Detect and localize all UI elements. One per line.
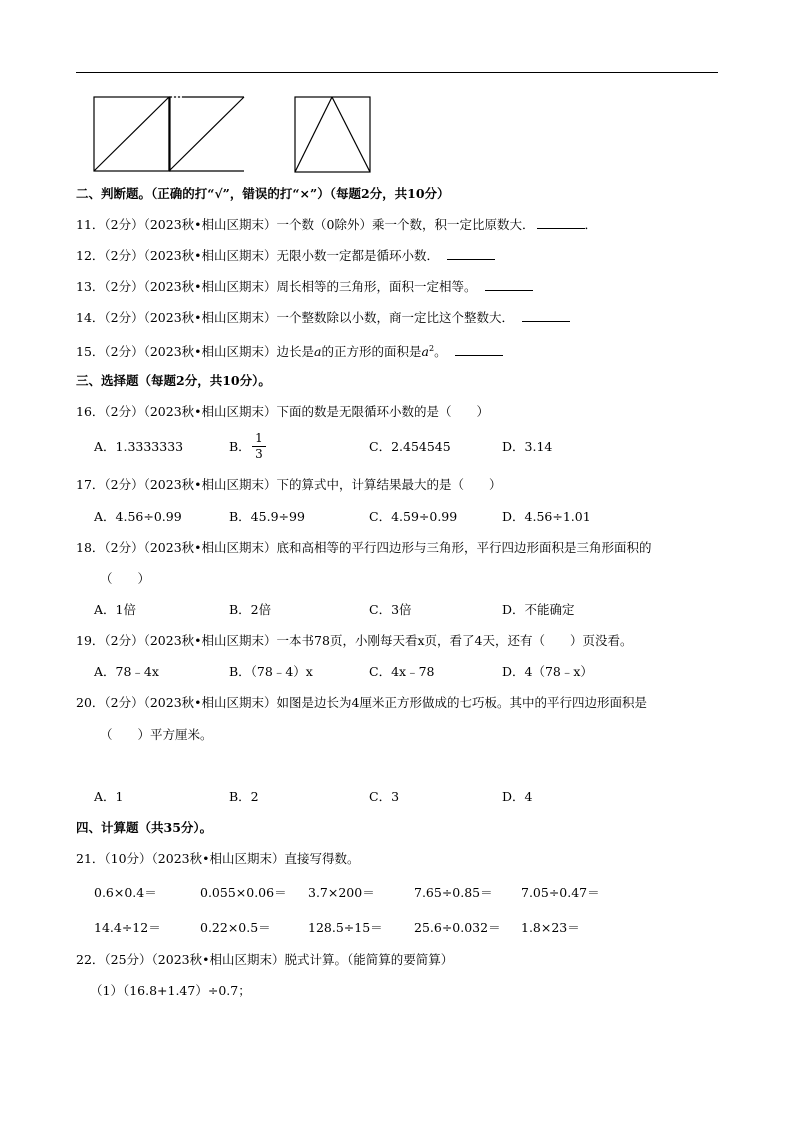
question-19-option-c[interactable]: C．4x﹣78: [369, 664, 435, 679]
section4-heading: 四、计算题（共35分）。: [76, 820, 213, 835]
calc-item: 0.6×0.4＝: [94, 885, 157, 900]
calc-item: 7.65÷0.85＝: [414, 885, 493, 900]
question-18-option-a[interactable]: A．1倍: [94, 602, 136, 617]
question-18-option-c[interactable]: C．3倍: [369, 602, 412, 617]
question-19-option-d[interactable]: D．4（78﹣x）: [502, 664, 593, 679]
question-12-stem: 12．（2分）（2023秋•相山区期末）无限小数一定都是循环小数．: [76, 248, 433, 263]
question-18-stem: 18．（2分）（2023秋•相山区期末）底和高相等的平行四边形与三角形，平行四边形面积是三角形面积的: [76, 540, 652, 555]
question-16-option-c[interactable]: C．2.454545: [369, 439, 451, 454]
question-16-option-b[interactable]: B．: [229, 439, 251, 454]
calc-item: 14.4÷12＝: [94, 920, 161, 935]
calc-item: 0.055×0.06＝: [200, 885, 287, 900]
question-13: [76, 279, 533, 295]
fraction-denominator: 3: [255, 447, 263, 461]
question-17-option-d[interactable]: D．4.56÷1.01: [502, 509, 591, 524]
header-rule: [76, 72, 718, 73]
question-15-sup: 2: [428, 344, 435, 353]
answer-blank-11[interactable]: [537, 217, 585, 229]
question-20-option-b[interactable]: B．2: [229, 789, 259, 804]
section3-heading: 三、选择题（每题2分，共10分）。: [76, 373, 271, 388]
question-12: [76, 248, 495, 264]
answer-blank-13[interactable]: [485, 279, 533, 291]
question-20-stem-cont: （ ）平方厘米。: [100, 727, 213, 742]
question-20-option-a[interactable]: A．1: [94, 789, 124, 804]
question-16-option-d[interactable]: D．3.14: [502, 439, 553, 454]
answer-blank-12[interactable]: [447, 248, 495, 260]
question-22-stem: 22．（25分）（2023秋•相山区期末）脱式计算。（能简算的要简算）: [76, 952, 454, 967]
question-17-option-b[interactable]: B．45.9÷99: [229, 509, 305, 524]
question-20-option-d[interactable]: D．4: [502, 789, 533, 804]
question-22-sub1: （1）（16.8+1.47）÷0.7；: [90, 983, 251, 998]
question-18-option-b[interactable]: B．2倍: [229, 602, 272, 617]
question-16-option-a[interactable]: A．1.3333333: [94, 439, 184, 454]
calc-item: 25.6÷0.032＝: [414, 920, 501, 935]
question-11-stem: 11．（2分）（2023秋•相山区期末）一个数（0除外）乘一个数，积一定比原数大．: [76, 217, 535, 232]
question-11: [76, 217, 597, 233]
question-15-stem2: 的正方形的面积是: [321, 344, 422, 360]
question-15-var2: a: [421, 344, 429, 360]
question-15-stem3: 。: [434, 344, 441, 360]
calc-item: 3.7×200＝: [308, 885, 375, 900]
calc-item: 1.8×23＝: [521, 920, 580, 935]
parallelogram-figure: [93, 96, 173, 172]
question-13-stem: 13．（2分）（2023秋•相山区期末）周长相等的三角形，面积一定相等。: [76, 279, 471, 294]
question-17-option-c[interactable]: C．4.59÷0.99: [369, 509, 458, 524]
calc-item: 128.5÷15＝: [308, 920, 383, 935]
answer-blank-15[interactable]: [455, 344, 503, 356]
question-18-stem-cont: （ ）: [100, 571, 151, 586]
question-15-stem: 15．（2分）（2023秋•相山区期末）边长是: [76, 344, 315, 360]
section2-heading: 二、判断题。（正确的打“√”，错误的打“×”）（每题2分，共10分）: [76, 186, 450, 201]
question-19-option-b[interactable]: B．（78﹣4）x: [229, 664, 313, 679]
question-19-stem: 19．（2分）（2023秋•相山区期末）一本书78页，小刚每天看x页，看了4天，还有（ ）页没看。: [76, 633, 633, 648]
calc-item: 7.05÷0.47＝: [521, 885, 600, 900]
question-16-option-b-fraction: [252, 432, 266, 461]
question-17-stem: 17．（2分）（2023秋•相山区期末）下的算式中，计算结果最大的是（ ）: [76, 477, 502, 492]
parallelogram-figure-right: [168, 96, 246, 172]
answer-blank-14[interactable]: [522, 310, 570, 322]
triangle-in-square-figure: [294, 96, 372, 174]
question-11-tail: ．: [584, 217, 598, 232]
question-14-stem: 14．（2分）（2023秋•相山区期末）一个整数除以小数，商一定比这个整数大．: [76, 310, 508, 325]
question-16-stem: 16．（2分）（2023秋•相山区期末）下面的数是无限循环小数的是（ ）: [76, 404, 490, 419]
question-21-stem: 21．（10分）（2023秋•相山区期末）直接写得数。: [76, 851, 360, 866]
calc-item: 0.22×0.5＝: [200, 920, 271, 935]
question-14: [76, 310, 570, 326]
question-20-option-c[interactable]: C．3: [369, 789, 400, 804]
question-17-option-a[interactable]: A．4.56÷0.99: [94, 509, 182, 524]
question-20-stem: 20．（2分）（2023秋•相山区期末）如图是边长为4厘米正方形做成的七巧板。其中的平行四边形面积是: [76, 695, 647, 710]
question-18-option-d[interactable]: D．不能确定: [502, 602, 575, 617]
question-15: [76, 341, 503, 360]
question-15-var: a: [314, 344, 322, 360]
question-19-option-a[interactable]: A．78﹣4x: [94, 664, 159, 679]
fraction-numerator: 1: [255, 431, 263, 445]
